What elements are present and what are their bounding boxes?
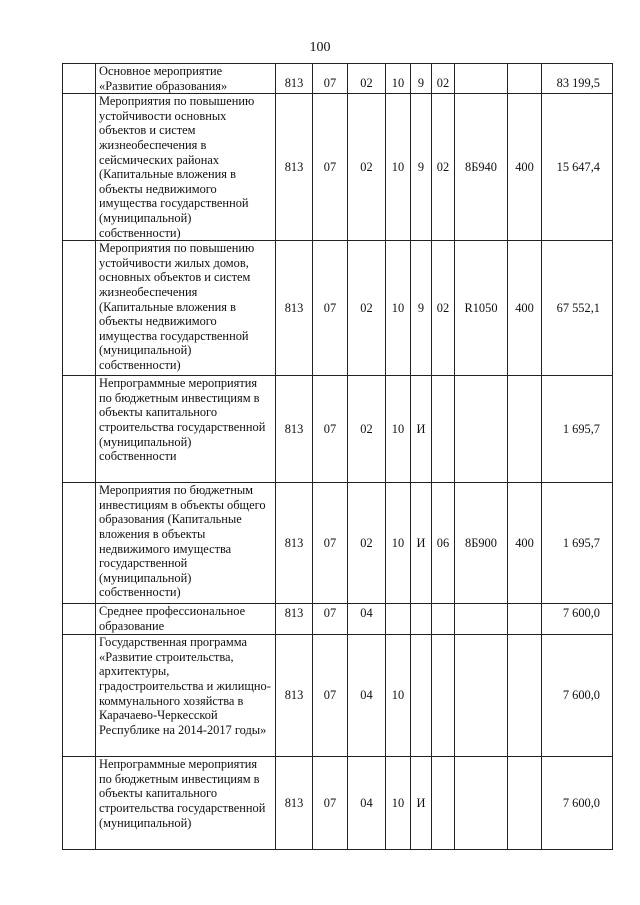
amount-cell: 15 647,4	[542, 94, 613, 241]
pr-cell: 02	[348, 64, 386, 94]
rz-cell: 07	[313, 757, 348, 850]
table-row	[63, 241, 613, 376]
page-number: 100	[309, 40, 331, 55]
event-cell: 06	[432, 483, 455, 604]
event-cell: 02	[432, 94, 455, 241]
pr-cell: 02	[348, 376, 386, 483]
event-cell	[432, 604, 455, 635]
table-row	[63, 635, 613, 757]
subprogram-cell	[411, 635, 432, 757]
amount-cell: 7 600,0	[542, 635, 613, 757]
pr-cell: 04	[348, 635, 386, 757]
event-cell	[432, 757, 455, 850]
budget-table	[62, 63, 613, 850]
expense-type-cell: 400	[508, 241, 542, 376]
expense-type-cell: 400	[508, 483, 542, 604]
table-row	[63, 604, 613, 635]
amount-cell: 7 600,0	[542, 757, 613, 850]
program-cell: 10	[386, 635, 411, 757]
item-name-cell: Основное мероприятие «Развитие образования»	[96, 64, 276, 94]
direction-code-cell	[455, 376, 508, 483]
rz-cell: 07	[313, 64, 348, 94]
rz-cell: 07	[313, 604, 348, 635]
item-name-cell: Среднее профессиональное образование	[96, 604, 276, 635]
expense-type-cell	[508, 635, 542, 757]
gr-cell: 813	[276, 604, 313, 635]
subprogram-cell: 9	[411, 64, 432, 94]
subprogram-cell: 9	[411, 94, 432, 241]
gr-cell: 813	[276, 635, 313, 757]
direction-code-cell	[455, 757, 508, 850]
gr-cell: 813	[276, 757, 313, 850]
item-name-cell: Непрограммные мероприятия по бюджетным инвестициям в объекты капитального строительства государственной (муниципальной) собственности	[96, 376, 276, 483]
event-cell: 02	[432, 241, 455, 376]
rz-cell: 07	[313, 241, 348, 376]
expense-type-cell	[508, 604, 542, 635]
table-row	[63, 94, 613, 241]
direction-code-cell	[455, 604, 508, 635]
blank-cell	[63, 757, 96, 850]
event-cell	[432, 635, 455, 757]
blank-cell	[63, 635, 96, 757]
blank-cell	[63, 483, 96, 604]
table-row	[63, 757, 613, 850]
pr-cell: 02	[348, 94, 386, 241]
amount-cell: 1 695,7	[542, 376, 613, 483]
pr-cell: 04	[348, 757, 386, 850]
expense-type-cell: 400	[508, 94, 542, 241]
blank-cell	[63, 376, 96, 483]
rz-cell: 07	[313, 94, 348, 241]
item-name-cell: Мероприятия по повышению устойчивости жилых домов, основных объектов и систем жизнеобеспечения (Капитальные вложения в объекты недвижимого имущества государственной (муниципальной) собственности)	[96, 241, 276, 376]
pr-cell: 02	[348, 483, 386, 604]
gr-cell: 813	[276, 376, 313, 483]
subprogram-cell: 9	[411, 241, 432, 376]
program-cell: 10	[386, 94, 411, 241]
table-row	[63, 483, 613, 604]
program-cell: 10	[386, 241, 411, 376]
table-row	[63, 64, 613, 94]
rz-cell: 07	[313, 635, 348, 757]
gr-cell: 813	[276, 483, 313, 604]
blank-cell	[63, 94, 96, 241]
direction-code-cell: 8Б900	[455, 483, 508, 604]
subprogram-cell: И	[411, 376, 432, 483]
pr-cell: 04	[348, 604, 386, 635]
amount-cell: 83 199,5	[542, 64, 613, 94]
item-name-cell: Мероприятия по бюджетным инвестициям в объекты общего образования (Капитальные вложения в объекты недвижимого имущества государственной (муниципальной) собственности)	[96, 483, 276, 604]
rz-cell: 07	[313, 483, 348, 604]
expense-type-cell	[508, 376, 542, 483]
gr-cell: 813	[276, 241, 313, 376]
expense-type-cell	[508, 757, 542, 850]
amount-cell: 67 552,1	[542, 241, 613, 376]
event-cell	[432, 376, 455, 483]
table-row	[63, 376, 613, 483]
direction-code-cell	[455, 64, 508, 94]
subprogram-cell	[411, 604, 432, 635]
pr-cell: 02	[348, 241, 386, 376]
program-cell: 10	[386, 757, 411, 850]
direction-code-cell: R1050	[455, 241, 508, 376]
amount-cell: 1 695,7	[542, 483, 613, 604]
blank-cell	[63, 64, 96, 94]
subprogram-cell: И	[411, 757, 432, 850]
item-name-cell: Непрограммные мероприятия по бюджетным инвестициям в объекты капитального строительства государственной (муниципальной)	[96, 757, 276, 850]
program-cell: 10	[386, 483, 411, 604]
program-cell: 10	[386, 64, 411, 94]
direction-code-cell: 8Б940	[455, 94, 508, 241]
item-name-cell: Мероприятия по повышению устойчивости основных объектов и систем жизнеобеспечения в сейсмических районах (Капитальные вложения в объекты недвижимого имущества государственной (муниципальной) собственности)	[96, 94, 276, 241]
event-cell: 02	[432, 64, 455, 94]
gr-cell: 813	[276, 94, 313, 241]
blank-cell	[63, 241, 96, 376]
item-name-cell: Государственная программа «Развитие строительства, архитектуры, градостроительства и жилищно-коммунального хозяйства в Карачаево-Черкесской Республике на 2014-2017 годы»	[96, 635, 276, 757]
amount-cell: 7 600,0	[542, 604, 613, 635]
program-cell	[386, 604, 411, 635]
subprogram-cell: И	[411, 483, 432, 604]
expense-type-cell	[508, 64, 542, 94]
program-cell: 10	[386, 376, 411, 483]
direction-code-cell	[455, 635, 508, 757]
blank-cell	[63, 604, 96, 635]
gr-cell: 813	[276, 64, 313, 94]
rz-cell: 07	[313, 376, 348, 483]
